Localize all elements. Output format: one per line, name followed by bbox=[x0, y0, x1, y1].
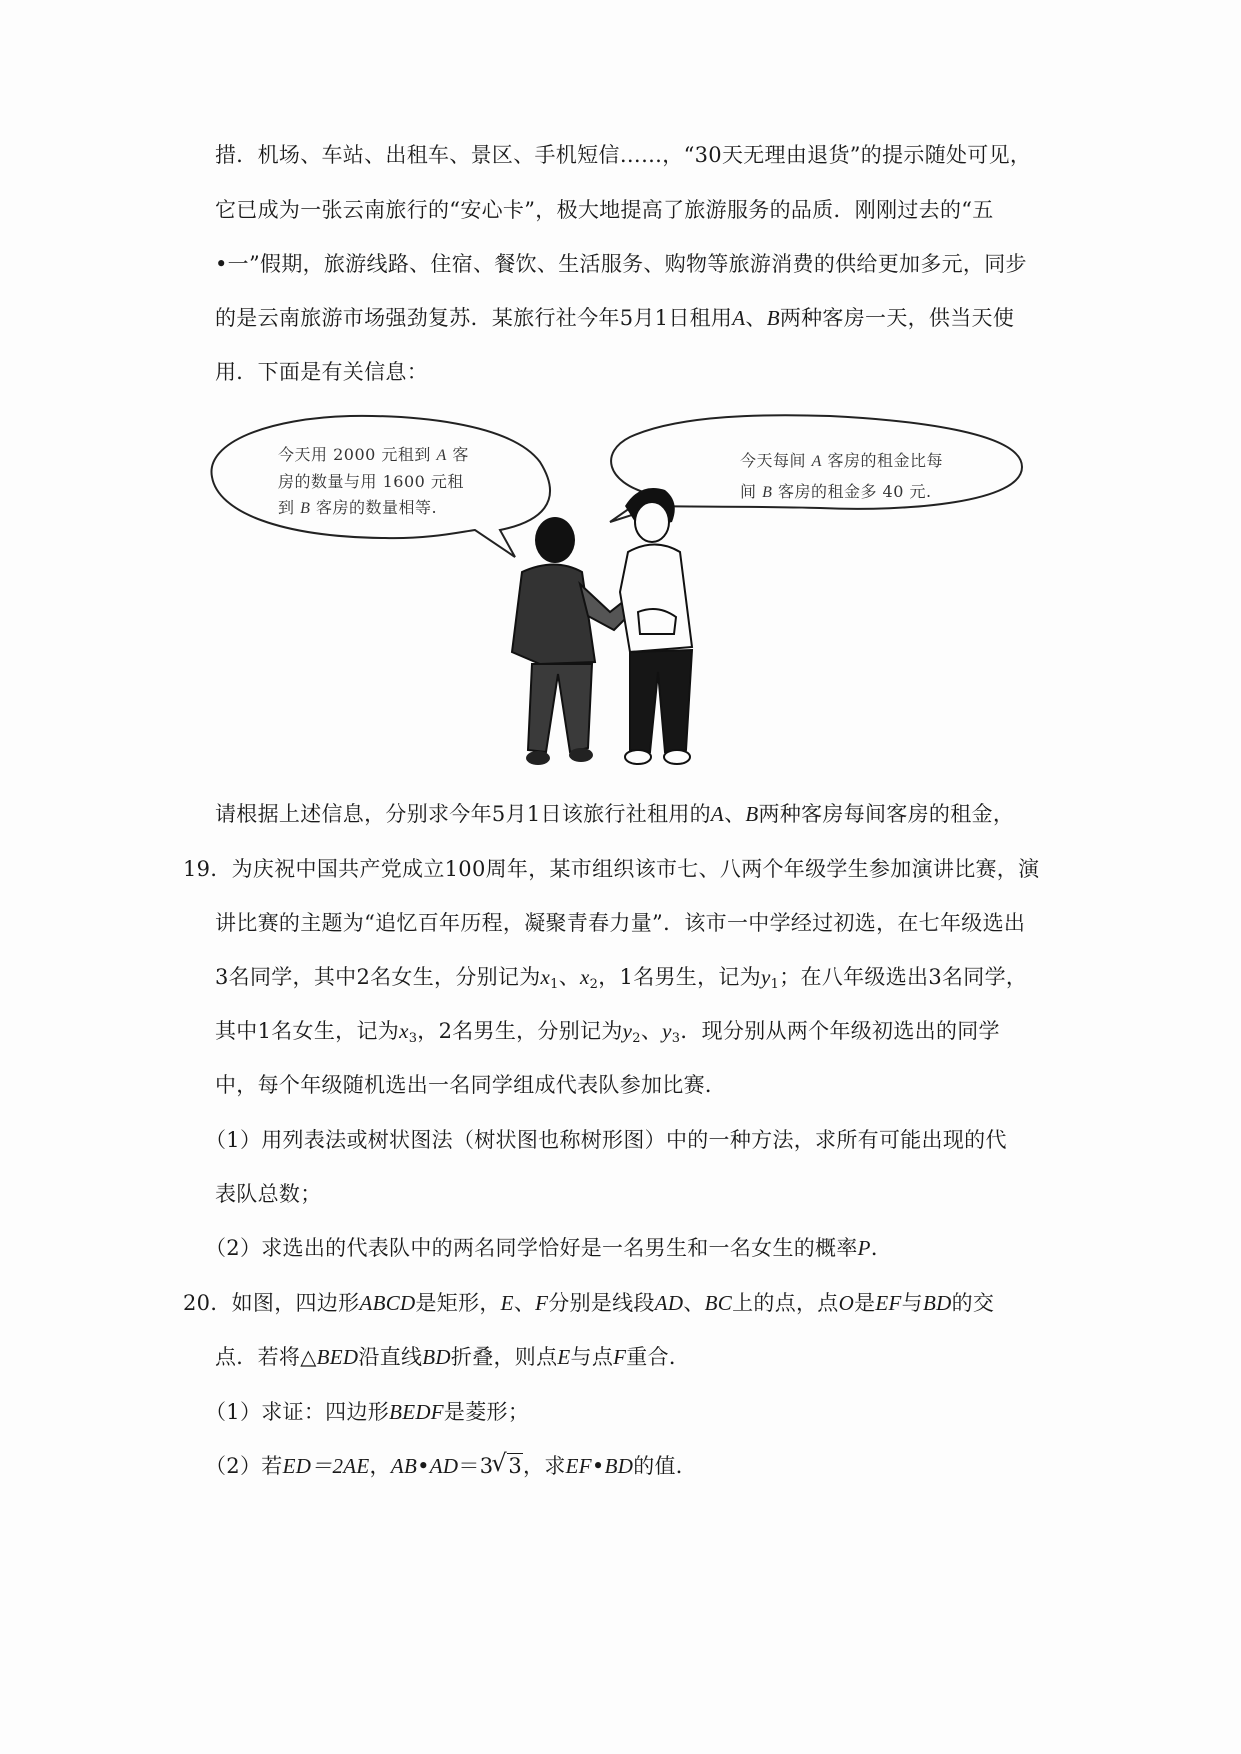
text: 、 bbox=[683, 1291, 705, 1315]
q19-line-2: 讲比赛的主题为“追忆百年历程，凝聚青春力量”．该市一中学经过初选，在七年级选出 bbox=[215, 911, 1026, 935]
text: （2）求选出的代表队中的两名同学恰好是一名男生和一名女生的概率 bbox=[205, 1236, 858, 1260]
left-bubble-line-3 bbox=[278, 495, 469, 522]
text: ．现分别从两个年级初选出的同学 bbox=[680, 1019, 1000, 1043]
intro-line-2: 它已成为一张云南旅行的“安心卡”，极大地提高了旅游服务的品质．刚刚过去的“五 bbox=[215, 198, 994, 222]
text: 与 bbox=[901, 1291, 923, 1315]
var-y3: y bbox=[662, 1019, 672, 1043]
right-bubble-line-1 bbox=[740, 446, 943, 477]
var-a: A bbox=[436, 447, 447, 464]
text: 客房的数量相等. bbox=[310, 498, 438, 517]
var-b: B bbox=[300, 500, 311, 517]
q20-part-1 bbox=[205, 1398, 529, 1426]
q19-line-3 bbox=[215, 963, 1027, 999]
var: O bbox=[838, 1291, 855, 1315]
subscript: 2 bbox=[632, 1031, 641, 1046]
dot-operator: • bbox=[591, 1454, 605, 1478]
text: ＝2 bbox=[311, 1454, 344, 1478]
intro-line-5: 用．下面是有关信息： bbox=[215, 360, 428, 384]
intro-line-4 bbox=[215, 304, 1014, 332]
text: （2）若 bbox=[205, 1454, 283, 1478]
text: 与点 bbox=[570, 1345, 614, 1369]
intro-line-3: •一”假期，旅游线路、住宿、餐饮、生活服务、购物等旅游消费的供给更加多元，同步 bbox=[215, 252, 1027, 276]
text: 客 bbox=[446, 445, 469, 464]
var: BC bbox=[704, 1291, 733, 1315]
text: ，求 bbox=[523, 1454, 566, 1478]
separator: 、 bbox=[640, 1019, 663, 1043]
person-right-illustration bbox=[620, 488, 692, 764]
subscript: 3 bbox=[671, 1031, 681, 1046]
var: EF bbox=[875, 1291, 902, 1315]
text: 的交 bbox=[951, 1291, 995, 1315]
text: 客房的租金多 40 元. bbox=[772, 482, 932, 501]
q19-part-2 bbox=[205, 1234, 892, 1262]
text: ． bbox=[870, 1236, 893, 1260]
var: ABCD bbox=[359, 1291, 416, 1315]
text: 点．若将△ bbox=[215, 1345, 317, 1369]
question-number: 20． bbox=[183, 1291, 232, 1315]
var-p: P bbox=[857, 1236, 871, 1260]
intro-line-4-text: 的是云南旅游市场强劲复苏．某旅行社今年5月1日租用 bbox=[215, 306, 733, 330]
subscript: 2 bbox=[589, 977, 599, 992]
left-bubble-text bbox=[278, 442, 469, 522]
var-a: A bbox=[811, 453, 822, 470]
q20-line-2 bbox=[215, 1343, 690, 1371]
text: 到 bbox=[278, 498, 301, 517]
text: 今天每间 bbox=[740, 451, 812, 470]
var: E bbox=[557, 1345, 571, 1369]
question-number: 19． bbox=[183, 857, 232, 881]
var-a: A bbox=[732, 306, 746, 330]
var-b: B bbox=[766, 306, 780, 330]
subscript: 3 bbox=[408, 1031, 418, 1046]
text: 是菱形； bbox=[443, 1400, 530, 1424]
var-y2: y bbox=[622, 1019, 633, 1043]
var: E bbox=[500, 1291, 514, 1315]
left-bubble-line-2: 房的数量与用 1600 元租 bbox=[278, 472, 464, 491]
text: 沿直线 bbox=[358, 1345, 423, 1369]
var-a: A bbox=[710, 802, 725, 826]
var: F bbox=[613, 1345, 627, 1369]
var: F bbox=[535, 1291, 549, 1315]
person-left-illustration bbox=[512, 517, 646, 765]
text: 两种客房每间客房的租金， bbox=[758, 802, 1015, 826]
q19-line-1 bbox=[183, 855, 1039, 883]
var-b: B bbox=[745, 802, 759, 826]
q18-question bbox=[215, 800, 1014, 828]
dot-operator: • bbox=[417, 1454, 430, 1478]
q19-part-1-cont: 表队总数； bbox=[215, 1182, 322, 1206]
right-bubble-text bbox=[740, 446, 943, 508]
separator: 、 bbox=[724, 802, 746, 826]
text: 请根据上述信息，分别求今年5月1日该旅行社租用的 bbox=[215, 802, 711, 826]
dialogue-figure bbox=[210, 412, 1040, 782]
text: 间 bbox=[740, 482, 763, 501]
intro-line-4-end: 两种客房一天，供当天使 bbox=[779, 306, 1015, 330]
text: 今天用 2000 元租到 bbox=[278, 445, 437, 464]
var: AD bbox=[429, 1454, 459, 1478]
text: 是 bbox=[854, 1291, 876, 1315]
var-x3: x bbox=[399, 1019, 409, 1043]
var-b: B bbox=[762, 484, 773, 501]
separator: 、 bbox=[558, 965, 581, 989]
var: BEDF bbox=[389, 1400, 444, 1424]
text: 重合． bbox=[626, 1345, 691, 1369]
var: BED bbox=[316, 1345, 359, 1369]
text: ，2名男生，分别记为 bbox=[417, 1019, 623, 1043]
q19-line-4 bbox=[215, 1017, 1000, 1053]
var-y1: y bbox=[761, 965, 771, 989]
separator: 、 bbox=[745, 306, 767, 330]
q19-part-1: （1）用列表法或树状图法（树状图也称树形图）中的一种方法，求所有可能出现的代 bbox=[205, 1128, 1007, 1152]
q20-line-1 bbox=[183, 1289, 994, 1317]
text: （1）求证：四边形 bbox=[205, 1400, 390, 1424]
text: 、 bbox=[513, 1291, 536, 1315]
var: AB bbox=[390, 1454, 418, 1478]
var: AE bbox=[343, 1454, 370, 1478]
text: 其中1名女生，记为 bbox=[215, 1019, 400, 1043]
right-bubble-line-2 bbox=[740, 477, 943, 508]
var-x1: x bbox=[540, 965, 551, 989]
text: 3名同学，其中2名女生，分别记为 bbox=[215, 965, 541, 989]
left-bubble-line-1 bbox=[278, 442, 469, 469]
text: 是矩形， bbox=[415, 1291, 501, 1315]
text: ， bbox=[369, 1454, 391, 1478]
text: ＝3 bbox=[458, 1454, 494, 1478]
text: ；在八年级选出3名同学， bbox=[779, 965, 1028, 989]
text: 上的点，点 bbox=[732, 1291, 839, 1315]
text: 为庆祝中国共产党成立100周年，某市组织该市七、八两个年级学生参加演讲比赛，演 bbox=[231, 857, 1040, 881]
q19-line-5: 中，每个年级随机选出一名同学组成代表队参加比赛． bbox=[215, 1073, 727, 1097]
var: ED bbox=[282, 1454, 312, 1478]
text: ，1名男生，记为 bbox=[598, 965, 762, 989]
var: BD bbox=[604, 1454, 634, 1478]
text: 折叠，则点 bbox=[450, 1345, 558, 1369]
var: AD bbox=[654, 1291, 684, 1315]
text: 的值． bbox=[633, 1454, 698, 1478]
var: BD bbox=[422, 1345, 451, 1369]
text: 如图，四边形 bbox=[231, 1291, 360, 1315]
q20-part-2 bbox=[205, 1452, 697, 1480]
subscript: 1 bbox=[550, 977, 559, 992]
var-x2: x bbox=[580, 965, 590, 989]
text: 分别是线段 bbox=[548, 1291, 655, 1315]
var: BD bbox=[922, 1291, 952, 1315]
radicand: 3 bbox=[508, 1454, 523, 1478]
var: EF bbox=[565, 1454, 592, 1478]
subscript: 1 bbox=[770, 977, 780, 992]
text: 客房的租金比每 bbox=[821, 451, 943, 470]
intro-line-1: 措．机场、车站、出租车、景区、手机短信……，“30天无理由退货”的提示随处可见， bbox=[215, 143, 1032, 167]
sqrt-symbol bbox=[493, 1452, 523, 1480]
